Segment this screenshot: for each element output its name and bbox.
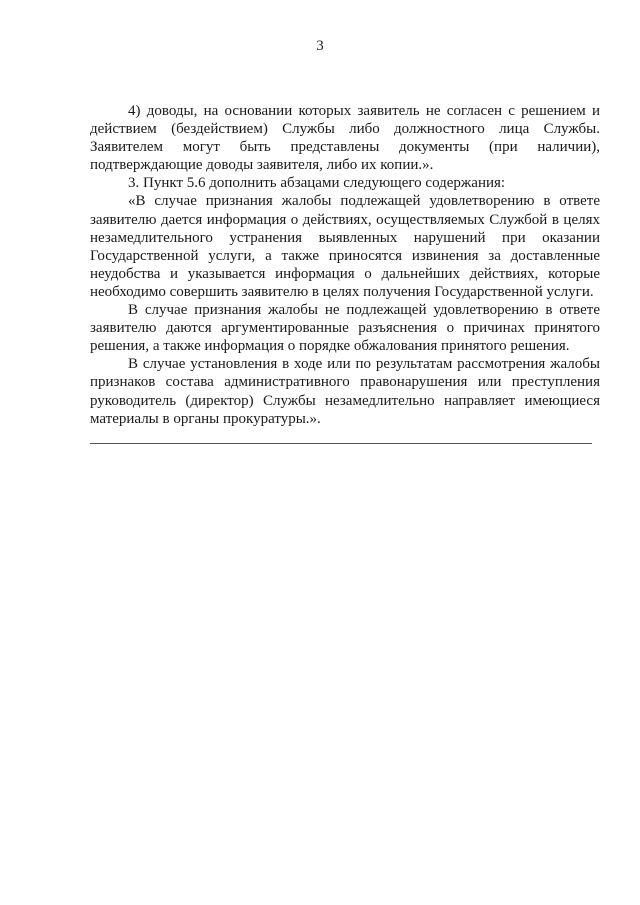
paragraph-item-4-arguments: 4) доводы, на основании которых заявитель не согласен с решением и действием (бездействием) Службы либо должностного лица Службы. Заявителем могут быть представлены документы (при наличии), подтверждающие доводы заявителя, либо их копии.». [90, 103, 600, 174]
document-body [90, 102, 600, 428]
paragraph-point-3-amendment: 3. Пункт 5.6 дополнить абзацами следующего содержания: [128, 175, 506, 192]
paragraph-prosecution-referral: В случае установления в ходе или по результатам рассмотрения жалобы признаков состава административного правонарушения или преступления руководитель (директор) Службы незамедлительно направляет имеющиеся материалы в органы прокуратуры.». [90, 356, 600, 427]
paragraph-complaint-satisfied: «В случае признания жалобы подлежащей удовлетворению в ответе заявителю дается информация о действиях, осуществляемых Службой в целях незамедлительного устранения выявленных нарушений при оказании Государственной услуги, а также приносятся извинения за доставленные неудобства и указывается информация о дальнейших действиях, которые необходимо совершить заявителю в целях получения Государственной услуги. [90, 193, 600, 300]
paragraph-complaint-rejected: В случае признания жалобы не подлежащей удовлетворению в ответе заявителю даются аргументированные разъяснения о причинах принятого решения, а также информация о порядке обжалования принятого решения. [90, 302, 600, 355]
end-of-text-divider [90, 443, 592, 444]
page-number: 3 [316, 38, 324, 54]
